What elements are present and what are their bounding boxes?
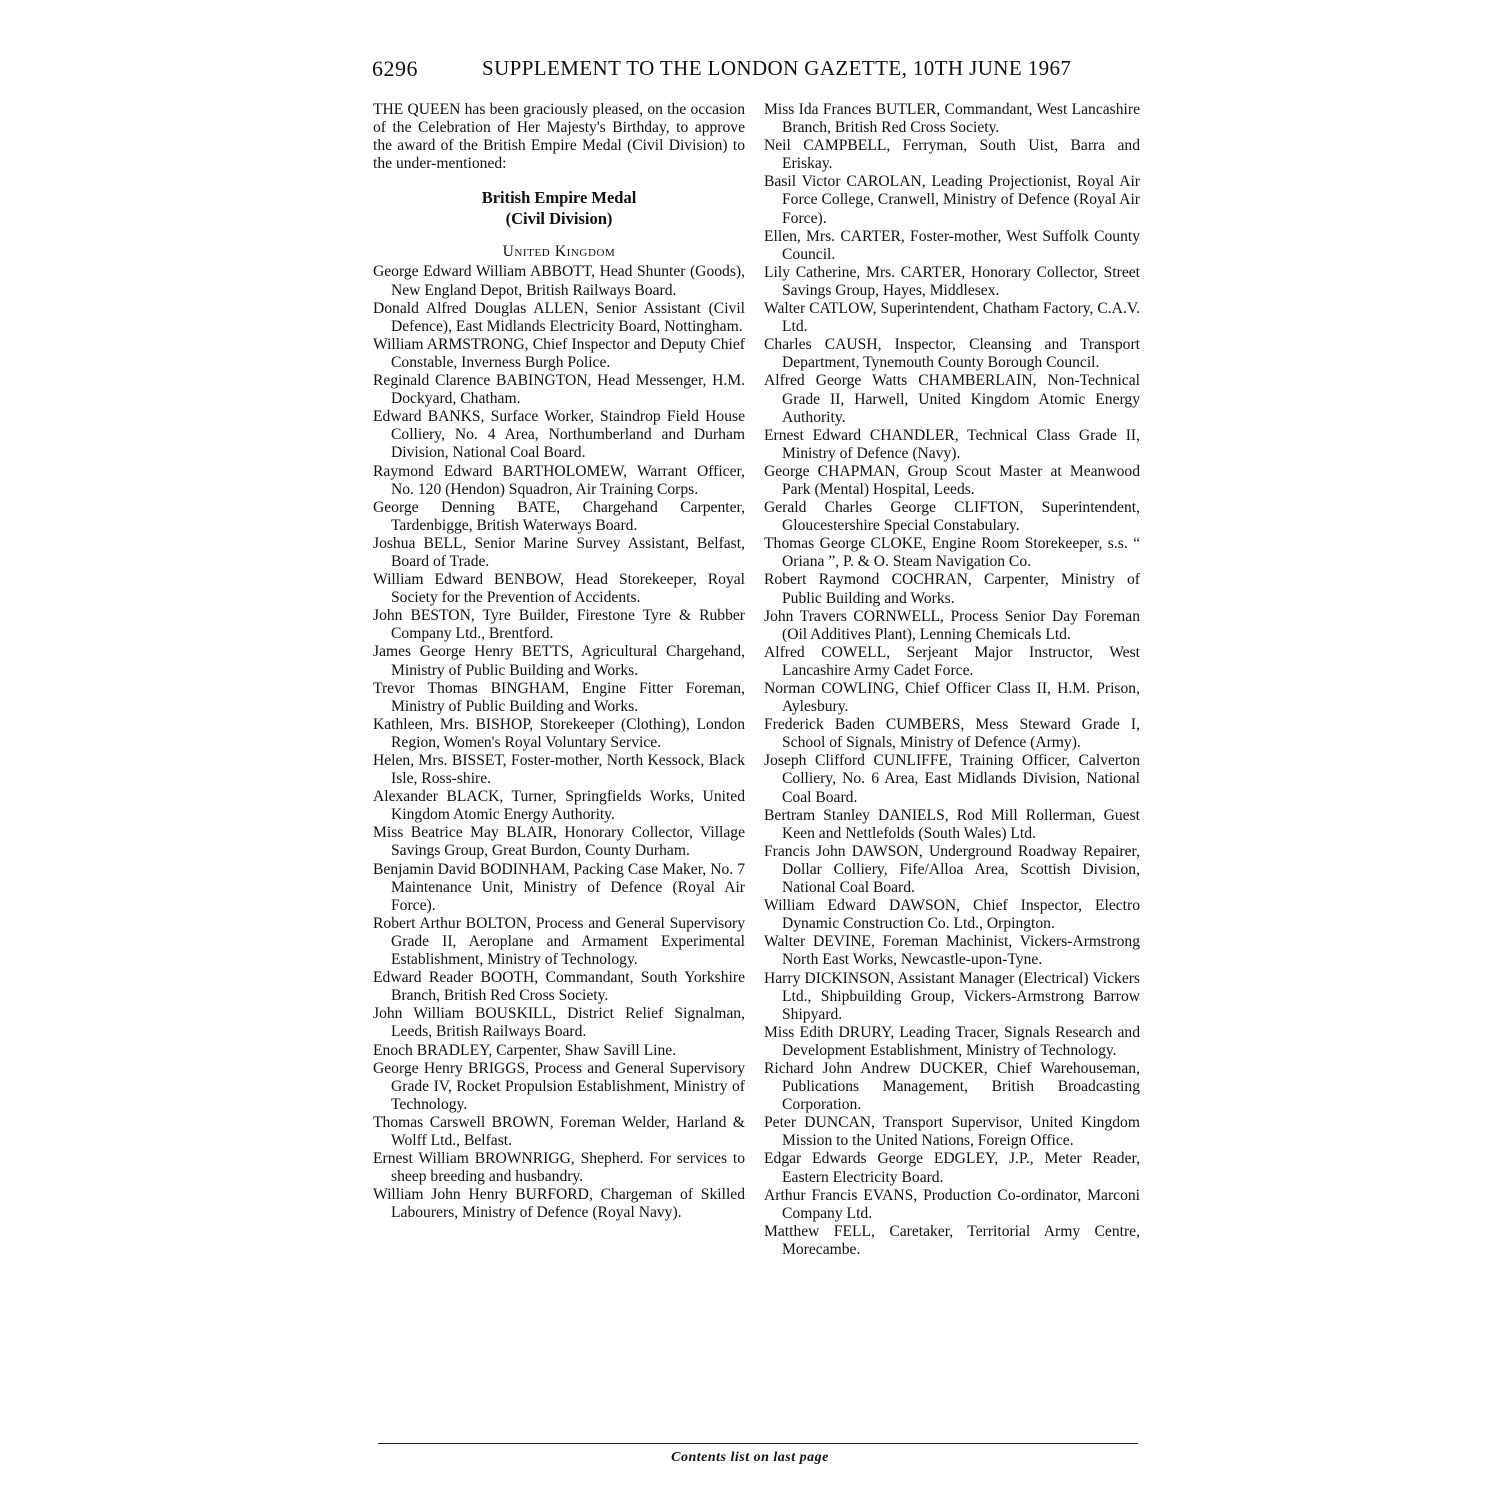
award-entry: Peter DUNCAN, Transport Supervisor, United Kingdom Mission to the United Nations, Foreign Office. — [764, 1114, 1140, 1150]
award-entry: George Henry BRIGGS, Process and General Supervisory Grade IV, Rocket Propulsion Establishment, Ministry of Technology. — [373, 1059, 745, 1113]
award-entry: Harry DICKINSON, Assistant Manager (Electrical) Vickers Ltd., Shipbuilding Group, Vickers-Armstrong Barrow Shipyard. — [764, 969, 1140, 1023]
award-entry: Raymond Edward BARTHOLOMEW, Warrant Officer, No. 120 (Hendon) Squadron, Air Training Corps. — [373, 462, 745, 498]
award-entry: William Edward BENBOW, Head Storekeeper, Royal Society for the Prevention of Accidents. — [373, 571, 745, 607]
contents-note: Contents list on last page — [671, 1450, 829, 1465]
award-entry: William ARMSTRONG, Chief Inspector and Deputy Chief Constable, Inverness Burgh Police. — [373, 335, 745, 371]
award-entry: Miss Edith DRURY, Leading Tracer, Signals Research and Development Establishment, Ministry of Technology. — [764, 1023, 1140, 1059]
award-entry: Thomas George CLOKE, Engine Room Storekeeper, s.s. “ Oriana ”, P. & O. Steam Navigation Co. — [764, 535, 1140, 571]
award-entry: Gerald Charles George CLIFTON, Superintendent, Gloucestershire Special Constabulary. — [764, 499, 1140, 535]
award-entry: Ernest Edward CHANDLER, Technical Class Grade II, Ministry of Defence (Navy). — [764, 426, 1140, 462]
award-entry: Miss Beatrice May BLAIR, Honorary Collector, Village Savings Group, Great Burdon, County Durham. — [373, 824, 745, 860]
footer-rule — [378, 1443, 1138, 1444]
award-entry: Joseph Clifford CUNLIFFE, Training Officer, Calverton Colliery, No. 6 Area, East Midlands Division, National Coal Board. — [764, 752, 1140, 806]
award-entry: John William BOUSKILL, District Relief Signalman, Leeds, British Railways Board. — [373, 1005, 745, 1041]
award-entry: Walter CATLOW, Superintendent, Chatham Factory, C.A.V. Ltd. — [764, 300, 1140, 336]
award-entry: Benjamin David BODINHAM, Packing Case Maker, No. 7 Maintenance Unit, Ministry of Defence (Royal Air Force). — [373, 860, 745, 914]
award-entry: James George Henry BETTS, Agricultural Chargehand, Ministry of Public Building and Works. — [373, 643, 745, 679]
award-entry: Ellen, Mrs. CARTER, Foster-mother, West Suffolk County Council. — [764, 227, 1140, 263]
award-entry: Miss Ida Frances BUTLER, Commandant, West Lancashire Branch, British Red Cross Society. — [764, 101, 1140, 137]
award-entry: Alfred George Watts CHAMBERLAIN, Non-Technical Grade II, Harwell, United Kingdom Atomic Energy Authority. — [764, 372, 1140, 426]
award-entry: Edgar Edwards George EDGLEY, J.P., Meter Reader, Eastern Electricity Board. — [764, 1150, 1140, 1186]
award-entry: Bertram Stanley DANIELS, Rod Mill Rollerman, Guest Keen and Nettlefolds (South Wales) Ltd. — [764, 806, 1140, 842]
award-entry: Alfred COWELL, Serjeant Major Instructor, West Lancashire Army Cadet Force. — [764, 643, 1140, 679]
page-number: 6296 — [372, 56, 418, 81]
award-entry: Edward BANKS, Surface Worker, Staindrop Field House Colliery, No. 4 Area, Northumberland and Durham Division, National Coal Board. — [373, 408, 745, 462]
award-entry: Enoch BRADLEY, Carpenter, Shaw Savill Line. — [373, 1041, 677, 1059]
award-entry: Matthew FELL, Caretaker, Territorial Army Centre, Morecambe. — [764, 1222, 1140, 1258]
award-entry: Donald Alfred Douglas ALLEN, Senior Assistant (Civil Defence), East Midlands Electricity Board, Nottingham. — [373, 299, 745, 335]
award-entry: William Edward DAWSON, Chief Inspector, Electro Dynamic Construction Co. Ltd., Orpington. — [764, 897, 1140, 933]
award-entry: Charles CAUSH, Inspector, Cleansing and Transport Department, Tynemouth County Borough Council. — [764, 336, 1140, 372]
right-column — [764, 101, 1140, 1259]
award-entry: Francis John DAWSON, Underground Roadway Repairer, Dollar Colliery, Fife/Alloa Area, Scottish Division, National Coal Board. — [764, 842, 1140, 897]
award-entry: Joshua BELL, Senior Marine Survey Assistant, Belfast, Board of Trade. — [373, 534, 745, 570]
award-entry: William John Henry BURFORD, Chargeman of Skilled Labourers, Ministry of Defence (Royal Navy). — [373, 1186, 745, 1222]
award-entry: Ernest William BROWNRIGG, Shepherd. For services to sheep breeding and husbandry. — [373, 1150, 745, 1186]
award-entry: Robert Arthur BOLTON, Process and General Supervisory Grade II, Aeroplane and Armament Experimental Establishment, Ministry of Technology. — [373, 914, 745, 969]
section-heading-line1: British Empire Medal — [481, 188, 637, 208]
award-entry: Norman COWLING, Chief Officer Class II, H.M. Prison, Aylesbury. — [764, 680, 1140, 716]
award-entry: Edward Reader BOOTH, Commandant, South Yorkshire Branch, British Red Cross Society. — [373, 969, 745, 1005]
section-heading-line2: (Civil Division) — [505, 209, 613, 229]
award-entry: Kathleen, Mrs. BISHOP, Storekeeper (Clothing), London Region, Women's Royal Voluntary Service. — [373, 715, 745, 751]
award-entry: Robert Raymond COCHRAN, Carpenter, Ministry of Public Building and Works. — [764, 571, 1140, 607]
award-entry: Arthur Francis EVANS, Production Co-ordinator, Marconi Company Ltd. — [764, 1186, 1140, 1222]
award-entry: Walter DEVINE, Foreman Machinist, Vickers-Armstrong North East Works, Newcastle-upon-Tyne. — [764, 933, 1140, 969]
award-entry: John Travers CORNWELL, Process Senior Day Foreman (Oil Additives Plant), Lenning Chemicals Ltd. — [764, 607, 1140, 643]
award-entry: George Denning BATE, Chargehand Carpenter, Tardenbigge, British Waterways Board. — [373, 498, 745, 534]
award-entry: Neil CAMPBELL, Ferryman, South Uist, Barra and Eriskay. — [764, 137, 1140, 173]
award-entry: Alexander BLACK, Turner, Springfields Works, United Kingdom Atomic Energy Authority. — [373, 788, 745, 824]
award-entry: Basil Victor CAROLAN, Leading Projectionist, Royal Air Force College, Cranwell, Ministry of Defence (Royal Air Force). — [764, 173, 1140, 227]
award-entry: George Edward William ABBOTT, Head Shunter (Goods), New England Depot, British Railways Board. — [373, 263, 745, 299]
award-entry: Frederick Baden CUMBERS, Mess Steward Grade I, School of Signals, Ministry of Defence (Army). — [764, 716, 1140, 752]
intro-paragraph: THE QUEEN has been graciously pleased, on the occasion of the Celebration of Her Majesty's Birthday, to approve the award of the British Empire Medal (Civil Division) to the under-mentioned: — [373, 101, 745, 173]
award-entry: Trevor Thomas BINGHAM, Engine Fitter Foreman, Ministry of Public Building and Works. — [373, 679, 745, 715]
award-entry: Reginald Clarence BABINGTON, Head Messenger, H.M. Dockyard, Chatham. — [373, 372, 745, 408]
country-subheading: United Kingdom — [502, 243, 616, 261]
award-entry: Richard John Andrew DUCKER, Chief Warehouseman, Publications Management, British Broadcasting Corporation. — [764, 1059, 1140, 1114]
award-entry: Lily Catherine, Mrs. CARTER, Honorary Collector, Street Savings Group, Hayes, Middlesex. — [764, 263, 1140, 299]
award-entry: Helen, Mrs. BISSET, Foster-mother, North Kessock, Black Isle, Ross-shire. — [373, 752, 745, 788]
section-heading — [373, 187, 745, 229]
award-entry: George CHAPMAN, Group Scout Master at Meanwood Park (Mental) Hospital, Leeds. — [764, 462, 1140, 498]
award-entry: Thomas Carswell BROWN, Foreman Welder, Harland & Wolff Ltd., Belfast. — [373, 1113, 745, 1149]
right-entry-list — [764, 101, 1140, 1259]
running-head: SUPPLEMENT TO THE LONDON GAZETTE, 10TH JUNE 1967 — [482, 56, 1072, 80]
left-entry-list — [373, 263, 745, 1222]
award-entry: John BESTON, Tyre Builder, Firestone Tyre & Rubber Company Ltd., Brentford. — [373, 607, 745, 643]
left-column — [373, 101, 745, 1222]
